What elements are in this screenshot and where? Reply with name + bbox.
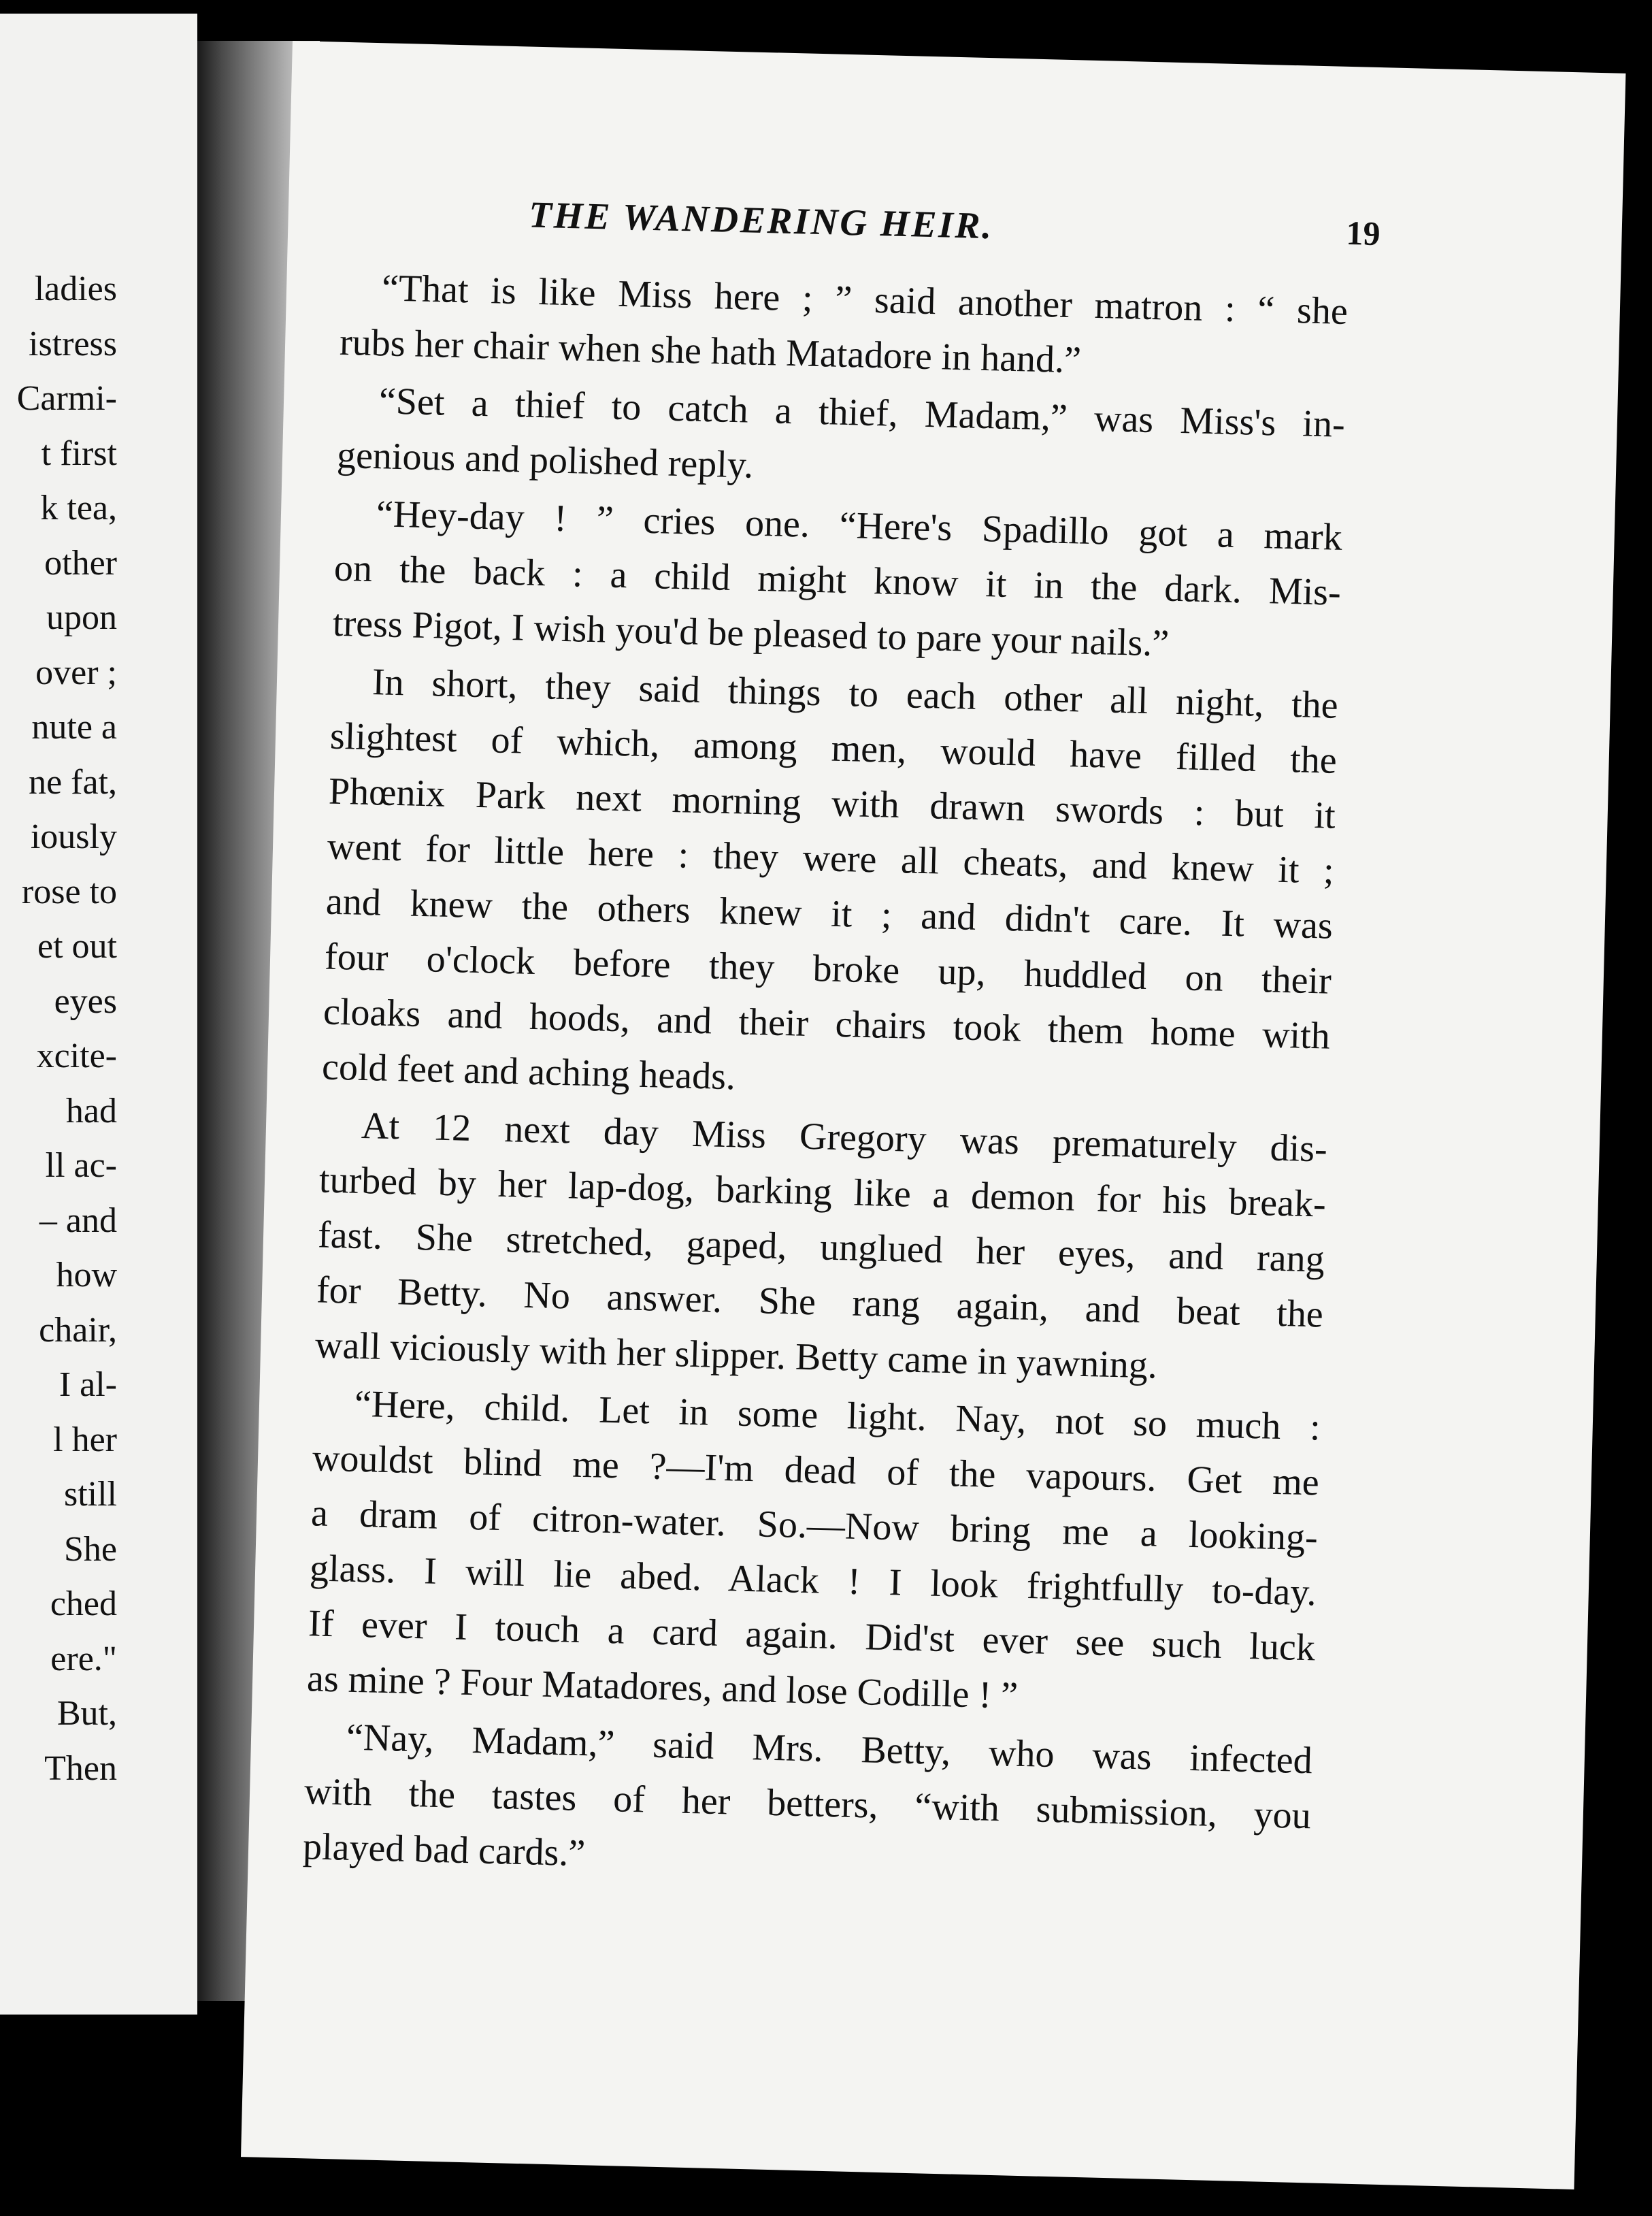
text-line: with the tastes of her betters, “with submission, you <box>303 1770 1312 1838</box>
page-number: 19 <box>1345 213 1381 253</box>
text-line: glass. I will lie abed. Alack ! I look frightfully to-day. <box>309 1547 1317 1614</box>
text-line: “Hey-day ! ” cries one. “Here's Spadillo got a mark <box>376 493 1343 559</box>
text-line: and knew the others knew it ; and didn't care. It was <box>325 880 1334 947</box>
text-line: tress Pigot, I wish you'd be pleased to pare your nails.” <box>332 602 1170 665</box>
left-page-line: ere." <box>50 1639 117 1678</box>
left-page-line: ne fat, <box>29 762 117 802</box>
text-line: At 12 next day Miss Gregory was prematurely dis- <box>361 1104 1328 1171</box>
left-page-line: eyes <box>54 981 117 1021</box>
left-page-line: how <box>56 1256 117 1294</box>
left-page-fragment <box>0 14 197 2015</box>
left-page-line: istress <box>29 324 117 363</box>
left-page-line: Carmi- <box>16 379 117 418</box>
left-page-line: had <box>65 1091 117 1130</box>
left-page-line: ched <box>50 1584 117 1623</box>
left-page-line: l her <box>53 1420 117 1459</box>
text-line: genious and polished reply. <box>336 434 754 487</box>
running-head: THE WANDERING HEIR. <box>528 193 994 247</box>
text-line: “Nay, Madam,” said Mrs. Betty, who was infected <box>346 1716 1313 1782</box>
left-page-line: I al- <box>59 1365 117 1404</box>
text-line: turbed by her lap-dog, barking like a demon for his break- <box>318 1158 1327 1226</box>
left-page-line: ll ac- <box>45 1146 117 1185</box>
left-page-line: – and <box>39 1201 117 1240</box>
text-line: for Betty. No answer. She rang again, and beat the <box>316 1269 1324 1336</box>
text-line: Phœnix Park next morning with drawn swords : but it <box>328 770 1336 837</box>
text-line: wall viciously with her slipper. Betty came in yawning. <box>314 1324 1158 1387</box>
left-page-line: Then <box>44 1748 117 1788</box>
left-page-line: iously <box>30 817 117 856</box>
text-line: cold feet and aching heads. <box>321 1045 736 1098</box>
text-line: “Here, child. Let in some light. Nay, not so much : <box>354 1382 1321 1449</box>
text-line: “That is like Miss here ; ” said another matron : “ she <box>381 267 1349 333</box>
left-page-line: still <box>63 1475 117 1514</box>
left-page-line: et out <box>37 927 117 966</box>
left-page-line: upon <box>46 598 117 637</box>
text-line: a dram of citron-water. So.—Now bring me a looking- <box>310 1492 1319 1559</box>
left-page-line: But, <box>56 1694 117 1733</box>
text-line: If ever I touch a card again. Did'st ever see such luck <box>308 1602 1316 1669</box>
left-page-line: other <box>44 543 117 583</box>
left-page-text <box>0 262 117 1796</box>
left-page-line: over ; <box>35 653 117 692</box>
left-page-line: xcite- <box>36 1037 117 1075</box>
left-page-line: nute a <box>31 708 117 747</box>
book-page <box>241 41 1625 2189</box>
left-page-line: k tea, <box>40 489 117 527</box>
text-line: “Set a thief to catch a thief, Madam,” was Miss's in- <box>378 380 1346 446</box>
left-page-line: chair, <box>39 1310 117 1350</box>
text-line: on the back : a child might know it in the dark. Mis- <box>333 547 1342 614</box>
text-line: played bad cards.” <box>302 1825 586 1875</box>
text-line: as mine ? Four Matadores, and lose Codille ! ” <box>306 1657 1019 1717</box>
text-line: fast. She stretched, gaped, unglued her eyes, and rang <box>317 1213 1325 1281</box>
text-line: In short, they said things to each other all night, the <box>371 661 1339 727</box>
text-line: rubs her chair when she hath Matadore in hand.” <box>339 321 1082 382</box>
text-line: wouldst blind me ?—I'm dead of the vapours. Get me <box>312 1437 1320 1504</box>
left-page-line: rose to <box>21 872 117 911</box>
left-page-line: t first <box>41 434 117 473</box>
left-page-line: ladies <box>34 270 117 308</box>
left-page-line: She <box>64 1529 117 1569</box>
text-line: slightest of which, among men, would have filled the <box>329 715 1338 782</box>
text-line: went for little here : they were all cheats, and knew it ; <box>327 825 1335 892</box>
page-body <box>302 260 1349 1899</box>
text-line: cloaks and hoods, and their chairs took them home with <box>323 990 1331 1058</box>
text-line: four o'clock before they broke up, huddled on their <box>324 935 1332 1003</box>
